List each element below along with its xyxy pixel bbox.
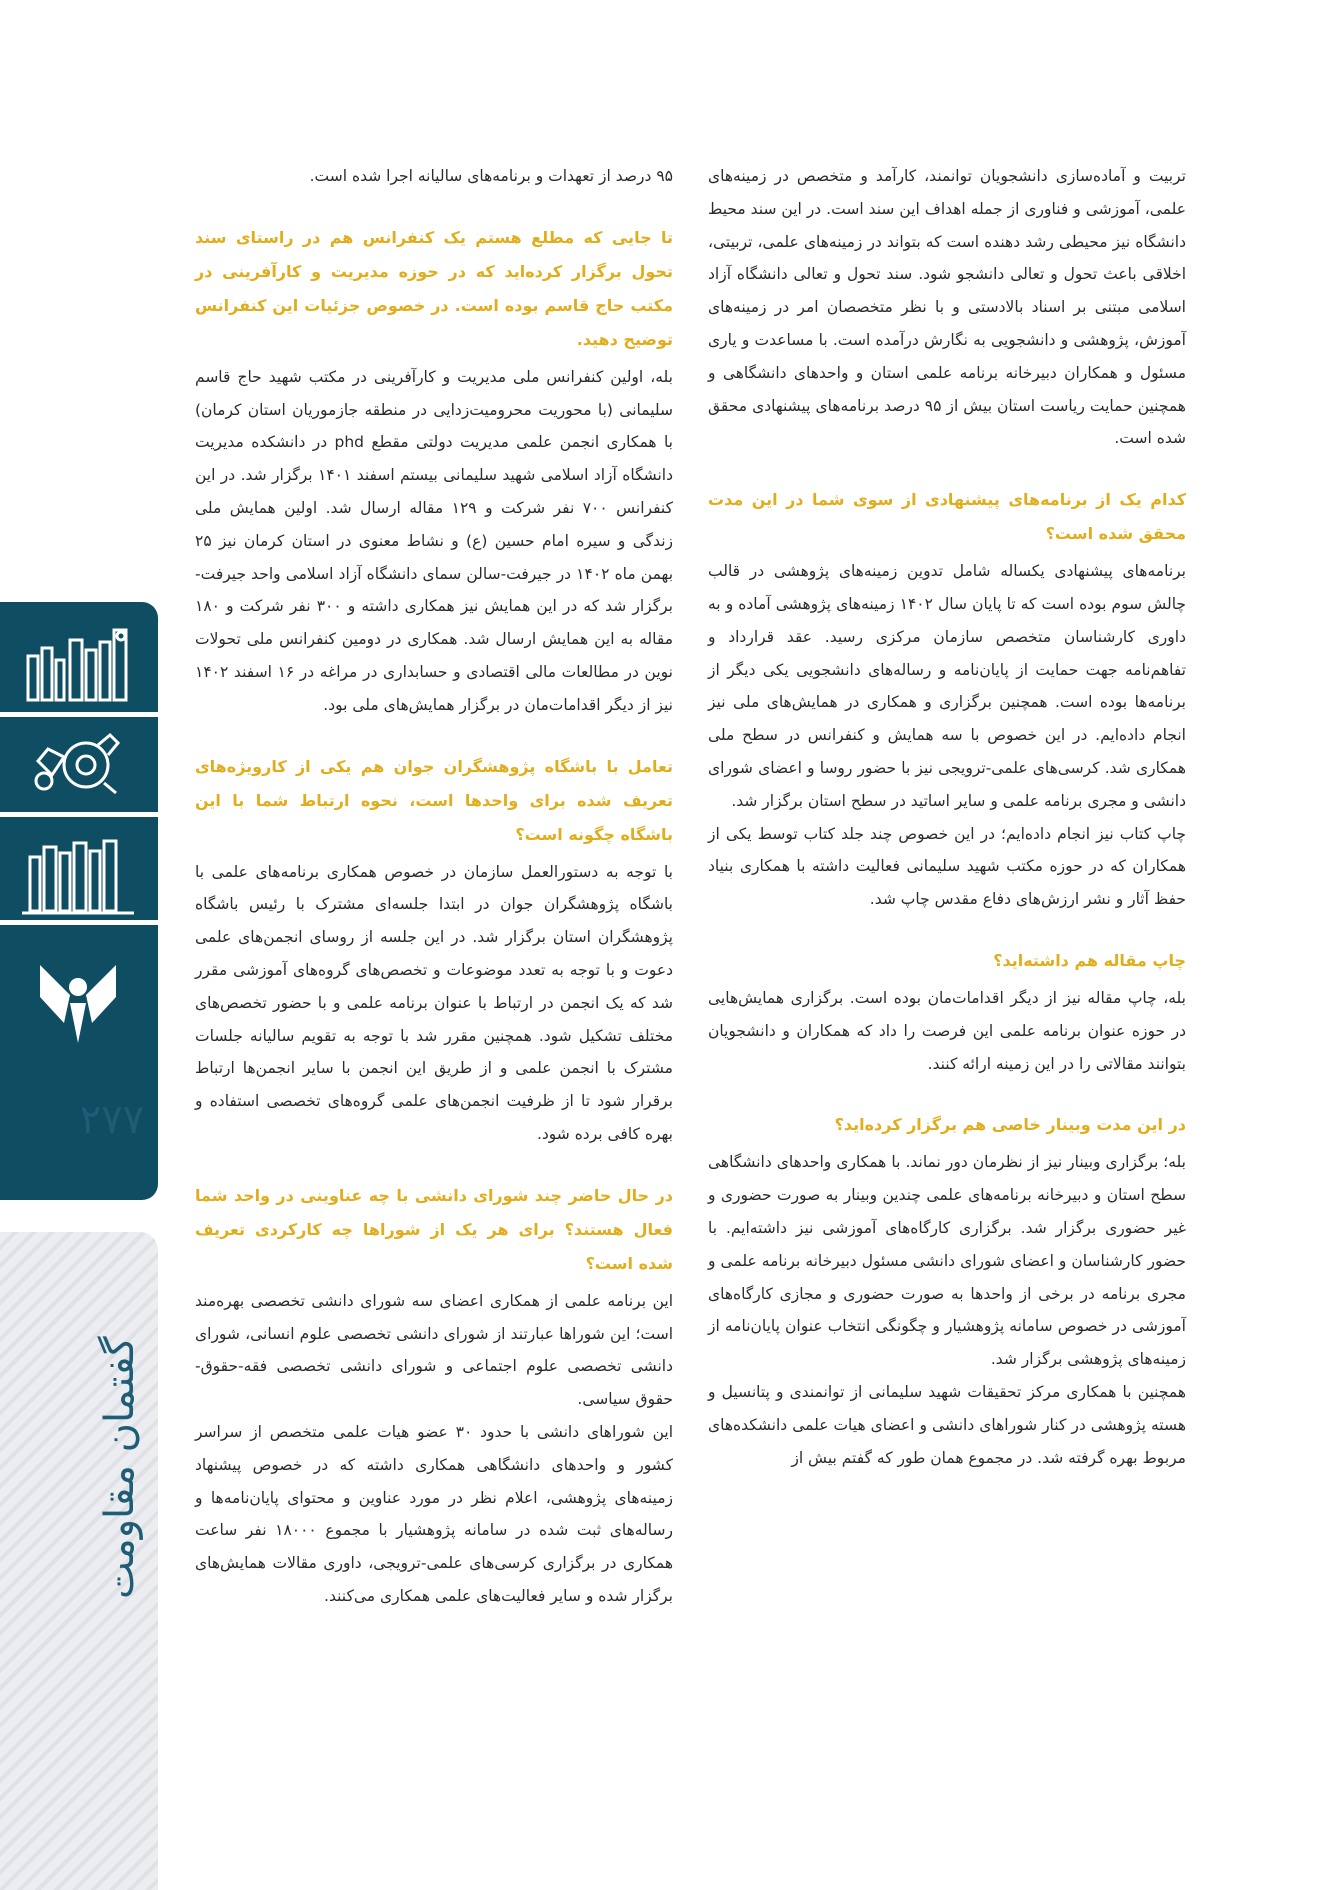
shelf-divider bbox=[0, 712, 158, 717]
shelf-divider bbox=[0, 920, 158, 925]
interview-question: تا جایی که مطلع هستم یک کنفرانس هم در راستای سند تحول برگزار کرده‌اید که در حوزه مدیریت و کارآفرینی در مکتب حاج قاسم بوده است. در خصوص جزئیات این کنفرانس توضیح دهید. bbox=[195, 227, 673, 349]
paragraph: این شوراهای دانشی با حدود ۳۰ عضو هیات علمی متخصص از سراسر کشور و واحدهای دانشگاهی همکاری داشته که در خصوص پیشنهاد زمینه‌های پژوهشی، اعلام نظر در مورد عناوین و محتوای پایان‌نامه‌ها و رساله‌های ثبت شده در سامانه پژوهشیار با مجموع ۱۸۰۰۰ نفر ساعت همکاری در برگزاری کرسی‌های علمی-ترویجی، داوری مقالات همایش‌های برگزار شده و سایر فعالیت‌های علمی همکاری می‌کنند. bbox=[195, 1422, 674, 1605]
robot-gear-icon bbox=[18, 727, 138, 807]
interview-question: تعامل با باشگاه پژوهشگران جوان هم یکی از کارویژه‌های تعریف شده برای واحدها است، نحوه ارتباط شما با این باشگاه چگونه است؟ bbox=[195, 756, 673, 844]
paragraph: بله، چاپ مقاله نیز از دیگر اقدامات‌مان بوده است. برگزاری همایش‌هایی در حوزه عنوان برنامه علمی این فرصت را داد که همکاران و دانشجویان بتوانند مقالاتی را در این زمینه ارائه کنند. bbox=[708, 988, 1186, 1073]
shelf-divider bbox=[0, 812, 158, 817]
paragraph: بله؛ برگزاری وبینار نیز از نظرمان دور نماند. با همکاری واحدهای دانشگاهی سطح استان و دبیرخانه برنامه‌های علمی چندین وبینار به صورت حضوری و غیر حضوری برگزار شد. برگزاری کارگاه‌های آموزشی نیز داشته‌ایم. با حضور کارشناسان و اعضای شورای دانشی مسئول دبیرخانه برنامه علمی و مجری برنامه در برخی از واحدها به صورت حضوری و مجازی کارگاه‌های آموزشی در خصوص سامانه پژوهشیار و چگونگی انتخاب عنوان پایان‌نامه از زمینه‌های پژوهشی برگزار شد. bbox=[708, 1153, 1186, 1369]
university-logo-icon bbox=[18, 947, 138, 1057]
right-column bbox=[708, 160, 1186, 1474]
paragraph: همچنین با همکاری مرکز تحقیقات شهید سلیمانی از توانمندی و پتانسیل و هسته پژوهشی در کنار شوراهای دانشی و اعضای هیات علمی دانشکده‌های مربوط بهره گرفته شد. در مجموع همان طور که گفتم بیش از bbox=[708, 1382, 1186, 1467]
paragraph: با توجه به دستورالعمل سازمان در خصوص همکاری برنامه‌های علمی با باشگاه پژوهشگران جوان در ابتدا جلسه‌ای مشترک با رئیس باشگاه پژوهشگران استان برگزار شد. در این جلسه از روسای انجمن‌های علمی دعوت و با توجه به تعدد موضوعات و تخصص‌های گروه‌های آموزشی مقرر شد که یک انجمن در ارتباط با عنوان برنامه علمی و با حضور تخصص‌های مختلف تشکیل شود. همچنین مقرر شد با توجه به تقویم سالیانه جلسات مشترک با انجمن علمی و از طریق این انجمن با سایر انجمن‌ها ارتباط برقرار شود تا از ظرفیت انجمن‌های علمی گروه‌های تخصصی استفاده و بهره کافی برده شود. bbox=[195, 862, 673, 1143]
interview-question: در این مدت وبینار خاصی هم برگزار کرده‌اید؟ bbox=[834, 1115, 1186, 1135]
books-icon bbox=[18, 827, 138, 915]
paragraph: تربیت و آماده‌سازی دانشجویان توانمند، کارآمد و متخصص در زمینه‌های علمی، آموزشی و فناوری از جمله اهداف این سند است. در این سند محیط دانشگاه نیز محیطی رشد دهنده است که بتواند در زمینه‌های علمی، تربیتی، اخلاقی باعث تحول و تعالی دانشجو شود. سند تحول و تعالی دانشگاه آزاد اسلامی مبتنی بر اسناد بالادستی و با نظر متخصصان امر در زمینه‌های آموزش، پژوهشی و دانشجویی به نگارش درآمده است. با مساعدت و یاری مسئول و همکاران دبیرخانه برنامه علمی استان و واحدهای دانشگاهی و همچنین حمایت ریاست استان بیش از ۹۵ درصد برنامه‌های پیشنهادی محقق شده است. bbox=[708, 167, 1186, 448]
paragraph: چاپ کتاب نیز انجام داده‌ایم؛ در این خصوص چند جلد کتاب توسط یکی از همکاران که در حوزه مکتب شهید سلیمانی فعالیت داشته با همکاری بنیاد حفظ آثار و نشر ارزش‌های دفاع مقدس چاپ شد. bbox=[708, 824, 1186, 909]
paragraph: این برنامه علمی از همکاری اعضای سه شورای دانشی تخصصی بهره‌مند است؛ این شوراها عبارتند از شورای دانشی تخصصی علوم انسانی، شورای دانشی تخصصی علوم اجتماعی و شورای دانشی تخصصی فقه-حقوق-حقوق سیاسی. bbox=[195, 1291, 673, 1409]
interview-question: کدام یک از برنامه‌های پیشنهادی از سوی شما در این مدت محقق شده است؟ bbox=[708, 490, 1186, 544]
paragraph: برنامه‌های پیشنهادی یکساله شامل تدوین زمینه‌های پژوهشی در قالب چالش سوم بوده است که تا پایان سال ۱۴۰۲ زمینه‌های پژوهشی آماده و به داوری کارشناسان متخصص سازمان مرکزی رسید. عقد قرارداد و تفاهم‌نامه جهت حمایت از پایان‌نامه و رساله‌های دانشجویی یکی دیگر از برنامه‌ها بوده است. همچنین برگزاری و همکاری در همایش‌های ملی نیز انجام داده‌ایم. در این خصوص با سه همایش و کنفرانس در سطح ملی همکاری شد. کرسی‌های علمی-ترویجی نیز با حضور روسا و اعضای شورای دانشی و مجری برنامه علمی و سایر اساتید در سطح استان برگزار شد. bbox=[708, 562, 1187, 810]
page-number: ۲۷۷ bbox=[79, 1097, 145, 1143]
left-column bbox=[195, 160, 673, 1613]
paragraph: ۹۵ درصد از تعهدات و برنامه‌های سالیانه اجرا شده است. bbox=[309, 167, 673, 185]
bookshelf-icon bbox=[18, 620, 138, 710]
magazine-title: گفتمان مقاومت bbox=[97, 1336, 143, 1600]
paragraph: بله، اولین کنفرانس ملی مدیریت و کارآفرینی در مکتب شهید حاج قاسم سلیمانی (با محوریت محرومیت‌زدایی در منطقه جازموریان استان کرمان) با همکاری انجمن علمی مدیریت دولتی مقطع phd در دانشکده مدیریت دانشگاه آزاد اسلامی شهید سلیمانی بیستم اسفند ۱۴۰۱ برگزار شد. در این کنفرانس ۷۰۰ نفر شرکت و ۱۲۹ مقاله ارسال شد. اولین همایش ملی زندگی و سیره امام حسین (ع) و نشاط معنوی در استان کرمان نیز ۲۵ بهمن ماه ۱۴۰۲ در جیرفت-سالن سمای دانشگاه آزاد اسلامی واحد جیرفت-برگزار شد که در این همایش نیز همکاری داشته و ۳۰۰ نفر شرکت و ۱۸۰ مقاله به این همایش ارسال شد. همکاری در دومین کنفرانس ملی تحولات نوین در مطالعات مالی اقتصادی و حسابداری در مراغه در ۱۶ اسفند ۱۴۰۲ نیز از دیگر اقدامات‌مان در برگزار همایش‌های ملی بود. bbox=[195, 367, 674, 714]
interview-question: چاپ مقاله هم داشته‌اید؟ bbox=[993, 950, 1186, 970]
interview-question: در حال حاضر چند شورای دانشی با چه عناوینی در واحد شما فعال هستند؟ برای هر یک از شوراها چه کارکردی تعریف شده است؟ bbox=[195, 1185, 673, 1273]
